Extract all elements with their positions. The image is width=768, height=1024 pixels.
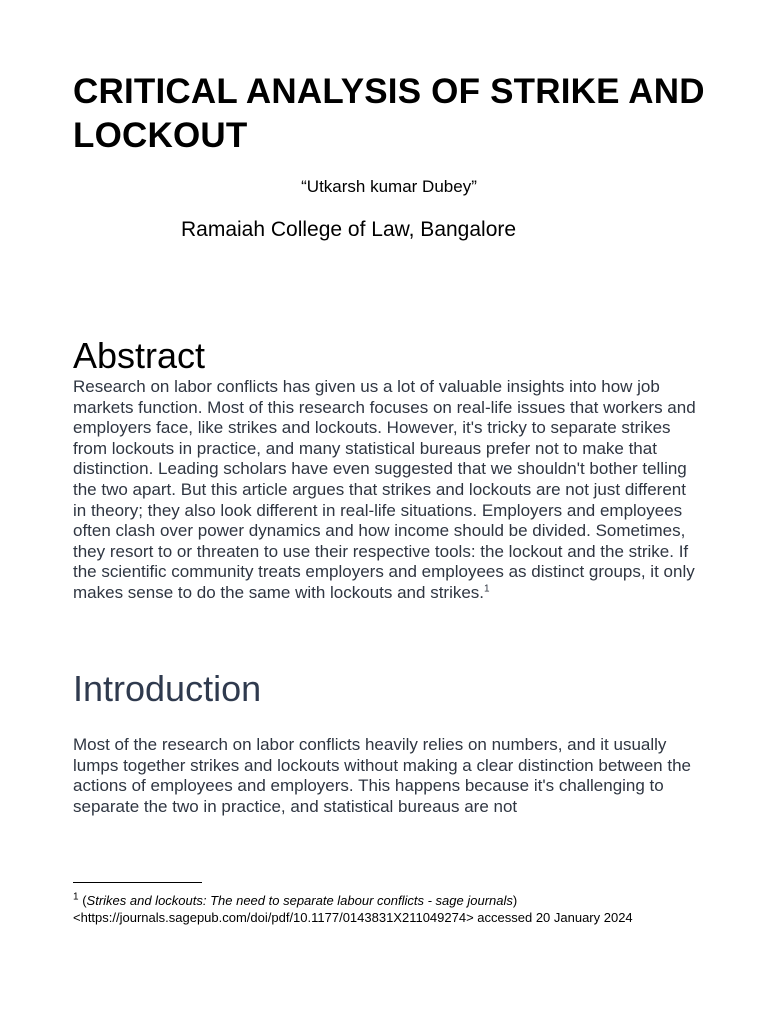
footnote-source-title: Strikes and lockouts: The need to separate labour conflicts - sage journals — [86, 893, 513, 908]
footnote-separator — [73, 882, 202, 883]
footnote-reference-1[interactable]: 1 — [484, 583, 490, 595]
author-affiliation: Ramaiah College of Law, Bangalore — [181, 218, 517, 241]
abstract-body: Research on labor conflicts has given us a lot of valuable insights into how job markets function. Most of this research focuses on real-life issues that workers and employers face, like strikes and lockouts. However, it's tricky to separate strikes from lockouts in practice, and many statistical bureaus prefer not to make that distinction. Leading scholars have even suggested that we shouldn't bother telling the two apart. But this article argues that strikes and lockouts are not just different in theory; they also look different in real-life situations. Employers and employees often clash over power dynamics and how income should be divided. Sometimes, they resort to or threaten to use their respective tools: the lockout and the strike. If the scientific community treats employers and employees as distinct groups, it only makes sense to do the same with lockouts and strikes. — [73, 377, 696, 602]
footnote-marker: 1 — [73, 891, 79, 903]
abstract-paragraph — [73, 377, 703, 604]
author-name: “Utkarsh kumar Dubey” — [301, 177, 477, 196]
introduction-heading: Introduction — [73, 668, 262, 709]
introduction-paragraph: Most of the research on labor conflicts heavily relies on numbers, and it usually lumps together strikes and lockouts without making a clear distinction between the actions of employees and employers. This happens because it's challenging to separate the two in practice, and statistical bureaus are not — [73, 735, 691, 816]
footnote-open-paren: ( — [82, 893, 87, 908]
footnote-citation-rest[interactable]: ) <https://journals.sagepub.com/doi/pdf/10.1177/0143831X211049274> accessed 20 January 2024 — [73, 893, 633, 925]
document-title: CRITICAL ANALYSIS OF STRIKE AND LOCKOUT — [73, 72, 705, 155]
footnote-1 — [73, 893, 693, 926]
abstract-heading: Abstract — [73, 335, 206, 376]
